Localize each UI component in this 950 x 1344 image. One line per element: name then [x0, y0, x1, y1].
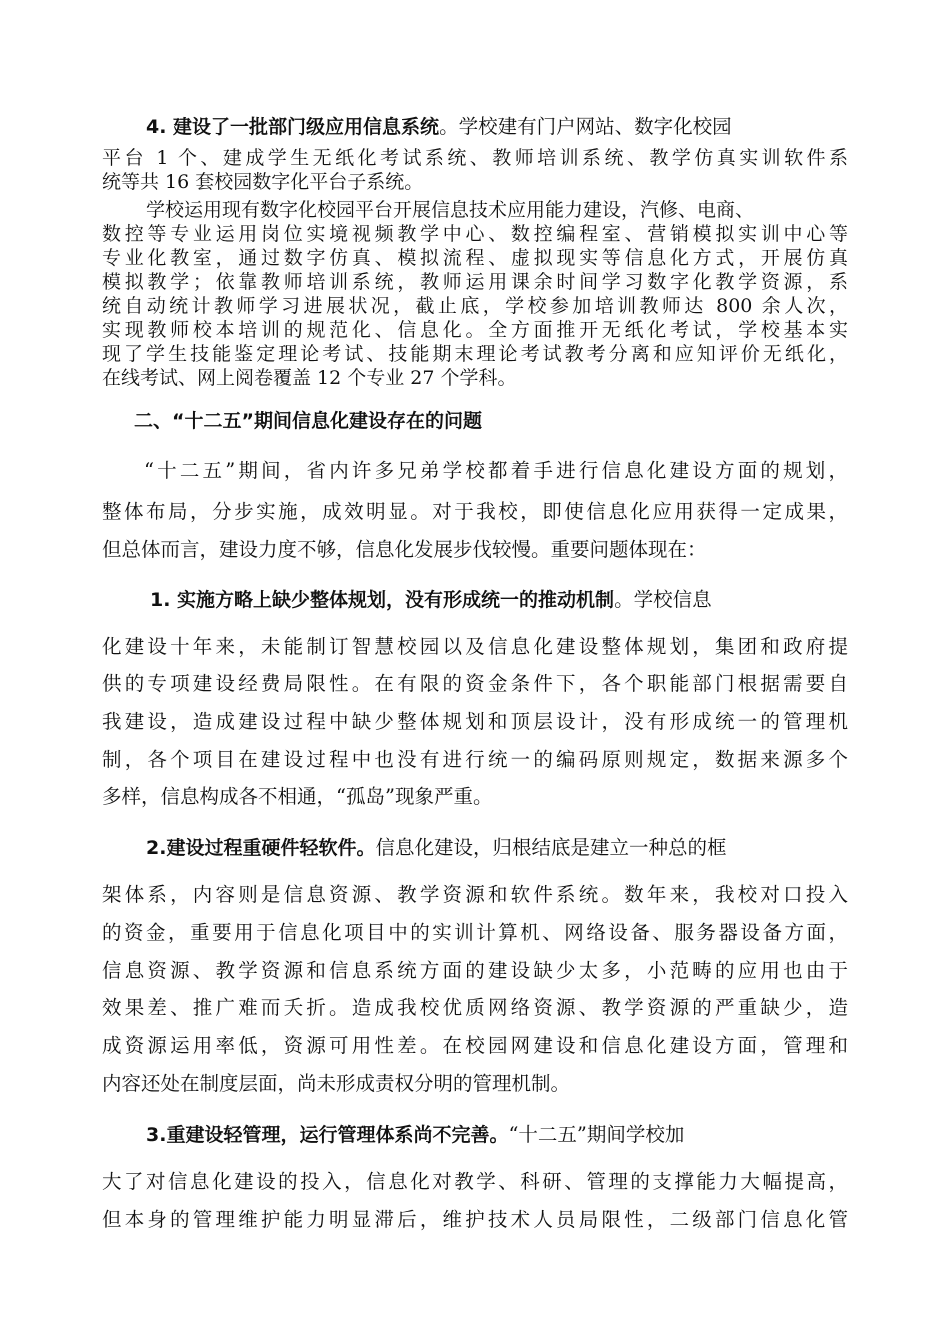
p3-line1-rest: “十二五”期间学校加	[508, 1123, 685, 1146]
p2-line-6: 成资源运用率低，资源可用性差。在校园网建设和信息化建设方面，管理和	[102, 1034, 848, 1057]
p1-line-1	[150, 589, 848, 612]
sec4-line-1	[146, 116, 848, 139]
intro-line-1: “十二五”期间，省内许多兄弟学校都着手进行信息化建设方面的规划，	[144, 459, 848, 482]
p2-line-7: 内容还处在制度层面，尚未形成责权分明的管理机制。	[102, 1072, 571, 1095]
p2-line-2: 架体系，内容则是信息资源、教学资源和软件系统。数年来，我校对口投入	[102, 883, 848, 906]
section-2-title: 二、“十二五”期间信息化建设存在的问题	[134, 410, 482, 432]
sec4-line-2: 平台 1 个、建成学生无纸化考试系统、教师培训系统、教学仿真实训软件系	[102, 147, 848, 169]
p3-line-3: 但本身的管理维护能力明显滞后，维护技术人员局限性，二级部门信息化管	[102, 1208, 848, 1231]
digital-line-6: 实现教师校本培训的规范化、信息化。全方面推开无纸化考试，学校基本实	[102, 319, 848, 341]
intro-line-2: 整体布局，分步实施，成效明显。对于我校，即使信息化应用获得一定成果，	[102, 500, 848, 523]
digital-line-2: 数控等专业运用岗位实境视频教学中心、数控编程室、营销模拟实训中心等	[102, 223, 848, 245]
digital-line-3: 专业化教室，通过数字仿真、模拟流程、虚拟现实等信息化方式，开展仿真	[102, 247, 848, 269]
intro-line-3: 但总体而言，建设力度不够，信息化发展步伐较慢。重要问题体现在：	[102, 538, 707, 561]
digital-line-7: 现了学生技能鉴定理论考试、技能期末理论考试教考分离和应知评价无纸化，	[102, 343, 848, 365]
p3-line-2: 大了对信息化建设的投入，信息化对教学、科研、管理的支撑能力大幅提高，	[102, 1170, 848, 1193]
p1-line1-rest: 。学校信息	[614, 588, 712, 611]
p2-line-3: 的资金，重要用于信息化项目中的实训计算机、网络设备、服务器设备方面，	[102, 921, 848, 944]
digital-line-5: 统自动统计教师学习进展状况，截止底，学校参加培训教师达 800 余人次，	[102, 295, 848, 317]
p2-line-5: 效果差、推广难而夭折。造成我校优质网络资源、教学资源的严重缺少，造	[102, 996, 848, 1019]
p2-line-4: 信息资源、教学资源和信息系统方面的建设缺少太多，小范畴的应用也由于	[102, 959, 848, 982]
p3-heading: 3.重建设轻管理，运行管理体系尚不完善。	[146, 1124, 509, 1146]
p1-line-3: 供的专项建设经费局限性。在有限的资金条件下，各个职能部门根据需要自	[102, 672, 848, 695]
sec4-line1-rest: 。学校建有门户网站、数字化校园	[439, 115, 732, 138]
p1-heading: 1. 实施方略上缺少整体规划，没有形成统一的推动机制	[150, 589, 615, 611]
p2-line-1	[146, 837, 848, 860]
digital-line-8: 在线考试、网上阅卷覆盖 12 个专业 27 个学科。	[102, 367, 517, 389]
p1-line-6: 多样，信息构成各不相通，“孤岛”现象严重。	[102, 785, 493, 808]
p1-line-5: 制，各个项目在建设过程中也没有进行统一的编码原则规定，数据来源多个	[102, 748, 848, 771]
digital-line-4: 模拟教学；依靠教师培训系统，教师运用课余时间学习数字化教学资源，系	[102, 271, 848, 293]
p3-line-1	[146, 1124, 848, 1147]
sec4-heading: 4. 建设了一批部门级应用信息系统	[146, 116, 440, 138]
sec4-line-3: 统等共 16 套校园数字化平台子系统。	[102, 171, 424, 193]
p1-line-4: 我建设，造成建设过程中缺少整体规划和顶层设计，没有形成统一的管理机	[102, 710, 848, 733]
p2-line1-rest: 信息化建设，归根结底是建立一种总的框	[375, 836, 727, 859]
p1-line-2: 化建设十年来，未能制订智慧校园以及信息化建设整体规划，集团和政府提	[102, 635, 848, 658]
p2-heading: 2.建设过程重硬件轻软件。	[146, 837, 376, 859]
digital-line-1: 学校运用现有数字化校园平台开展信息技术应用能力建设，汽修、电商、	[146, 199, 755, 221]
